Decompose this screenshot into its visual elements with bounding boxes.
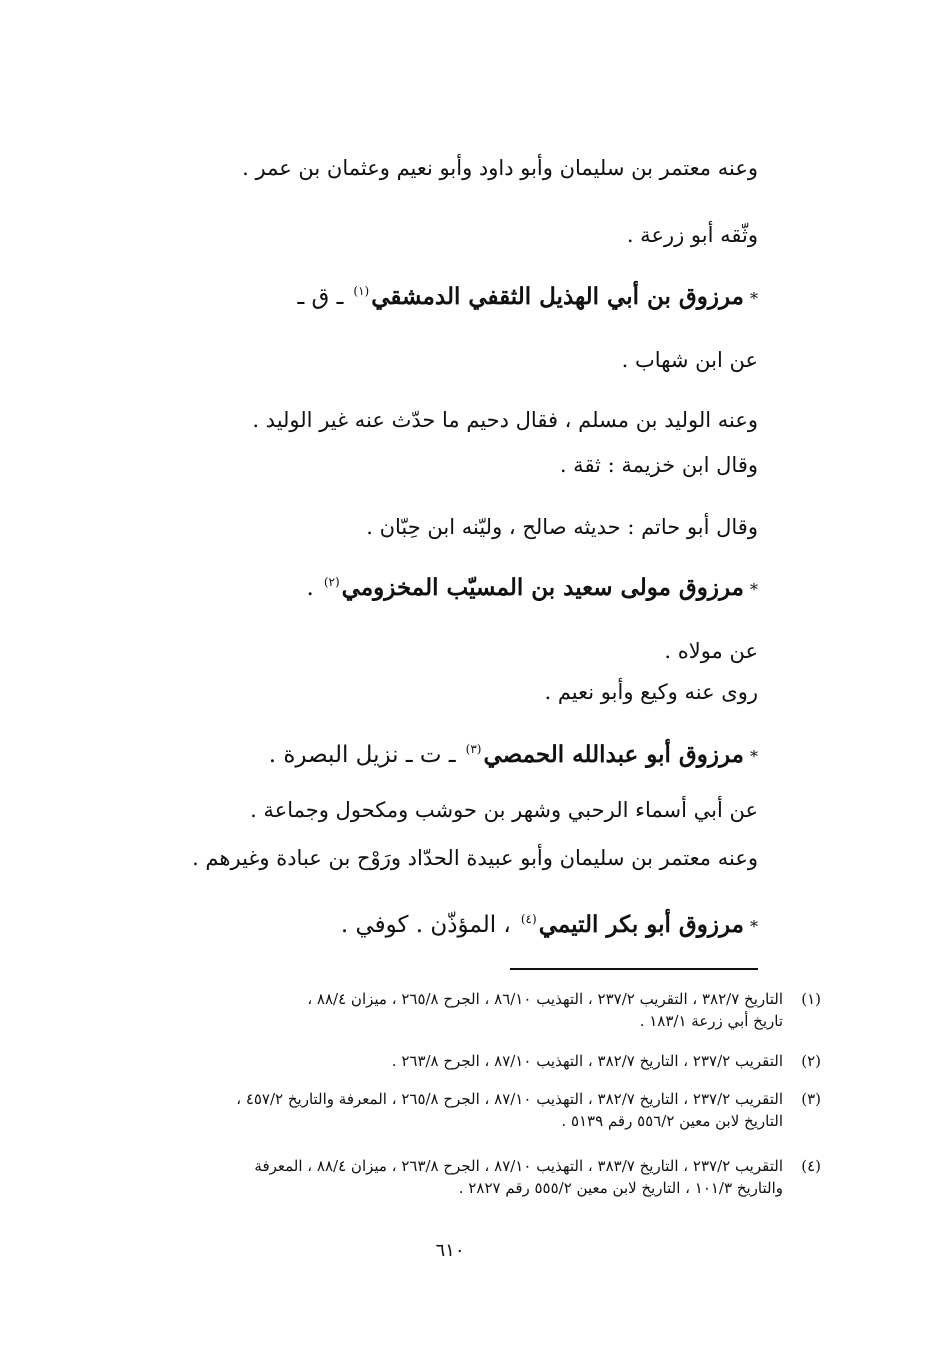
entry-heading [100,573,758,605]
footnote [120,1050,821,1072]
entry-tail: . [306,575,314,601]
footnote [120,988,821,1032]
entry-heading [100,282,758,314]
entry-title: مرزوق مولى سعيد بن المسيّب المخزومي [341,574,744,601]
entry-heading [100,740,758,772]
footnote-number: (١) [801,990,821,1008]
footnote-ref[interactable]: (١) [353,284,370,299]
footnote-number: (٣) [801,1090,821,1108]
entry-title: مرزوق أبو عبدالله الحمصي [483,741,744,768]
text-line: وعنه معتمر بن سليمان وأبو داود وأبو نعيم وعثمان بن عمر . [242,156,758,180]
footnote-text: التقريب ٢٣٧/٢ ، التاريخ ٣٨٣/٧ ، التهذيب ٨٧/١٠ ، الجرح ٢٦٣/٨ ، ميزان ٨٨/٤ ، المعرفة [254,1157,783,1175]
page-number: ٦١٠ [435,1240,465,1261]
footnote-text: تاريخ أبي زرعة ١٨٣/١ . [639,1012,783,1030]
text-line: وعنه الوليد بن مسلم ، فقال دحيم ما حدّث عنه غير الوليد . [252,408,758,432]
text-line: وعنه معتمر بن سليمان وأبو عبيدة الحدّاد ورَوْح بن عبادة وغيرهم . [192,846,758,870]
text-line: وقال ابن خزيمة : ثقة . [559,453,758,477]
footnote-number: (٤) [801,1157,821,1175]
footnote-text: التاريخ لابن معين ٥٥٦/٢ رقم ٥١٣٩ . [561,1112,783,1130]
footnote-number: (٢) [801,1052,821,1070]
star-marker: * [750,580,758,599]
footnote [120,1088,821,1132]
footnote-text: والتاريخ ١٠١/٣ ، التاريخ لابن معين ٥٥٥/٢ رقم ٢٨٢٧ . [458,1179,783,1197]
entry-title: مرزوق أبو بكر التيمي [538,911,744,938]
footnote-divider [510,968,758,970]
entry-tail: ـ ق ـ [297,284,344,310]
footnote-ref[interactable]: (٤) [520,912,537,927]
footnote-text: التقريب ٢٣٧/٢ ، التاريخ ٣٨٢/٧ ، التهذيب ٨٧/١٠ ، الجرح ٢٦٥/٨ ، المعرفة والتاريخ ٤٥٧/٢ ، [236,1090,783,1108]
text-line: وقال أبو حاتم : حديثه صالح ، وليّنه ابن حِبّان . [366,515,758,539]
text-line: وثّقه أبو زرعة . [626,223,758,247]
footnote-text: التقريب ٢٣٧/٢ ، التاريخ ٣٨٢/٧ ، التهذيب ٨٧/١٠ ، الجرح ٢٦٣/٨ . [391,1052,783,1070]
text-line: عن مولاه . [664,639,758,663]
footnote-ref[interactable]: (٢) [323,575,340,590]
star-marker: * [750,289,758,308]
entry-tail: ـ ت ـ نزيل البصرة . [268,742,456,768]
footnote-text: التاريخ ٣٨٢/٧ ، التقريب ٢٣٧/٢ ، التهذيب ٨٦/١٠ ، الجرح ٢٦٥/٨ ، ميزان ٨٨/٤ ، [307,990,783,1008]
text-line: عن أبي أسماء الرحبي وشهر بن حوشب ومكحول وجماعة . [250,798,758,822]
footnote [120,1155,821,1199]
footnote-ref[interactable]: (٣) [465,742,482,757]
star-marker: * [750,917,758,936]
entry-title: مرزوق بن أبي الهذيل الثقفي الدمشقي [371,283,744,310]
entry-tail: ، المؤذّن . كوفي . [340,912,511,938]
star-marker: * [750,747,758,766]
entry-heading [100,910,758,942]
text-line: روى عنه وكيع وأبو نعيم . [544,680,758,704]
text-line: عن ابن شهاب . [621,348,758,372]
